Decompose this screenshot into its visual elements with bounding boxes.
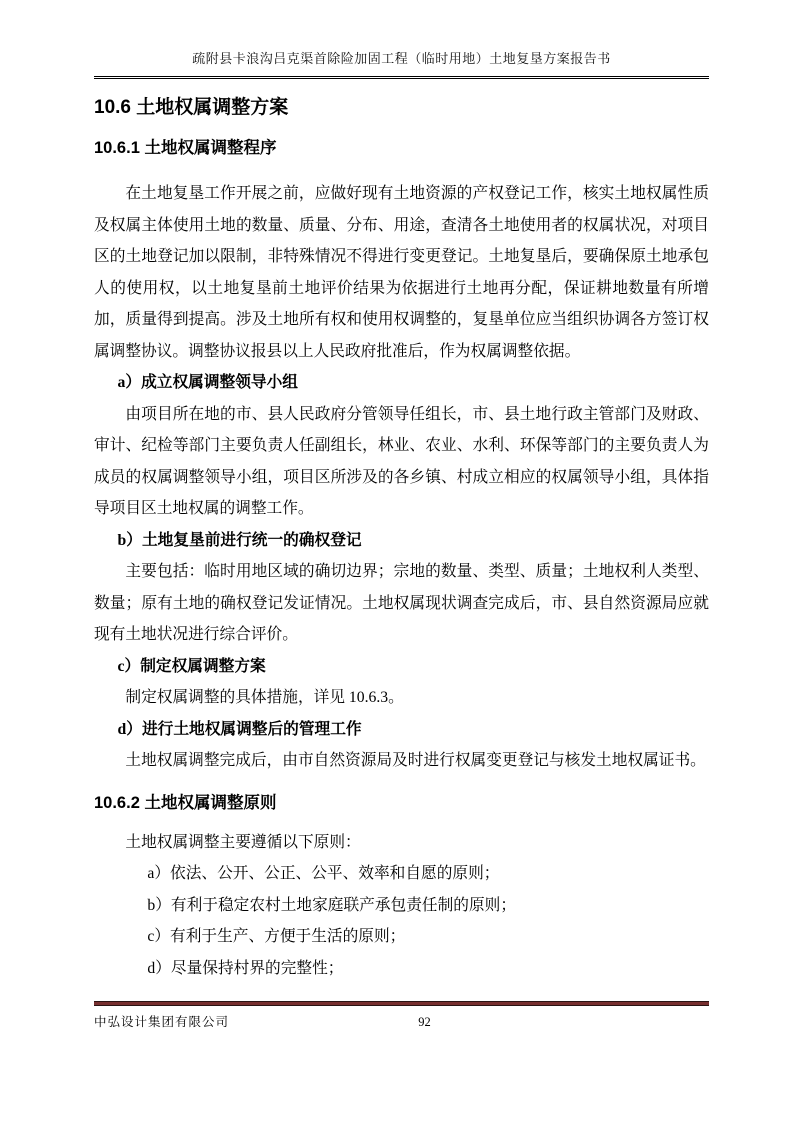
paragraph-intro-10-6-1: 在土地复垦工作开展之前，应做好现有土地资源的产权登记工作，核实土地权属性质及权属主体使用土地的数量、质量、分布、用途，查清各土地使用者的权属状况，对项目区的土地登记加以限制，非特殊情况不得进行变更登记。土地复垦后，要确保原土地承包人的使用权，以土地复垦前土地评价结果为依据进行土地再分配，保证耕地数量有所增加，质量得到提高。涉及土地所有权和使用权调整的，复垦单位应当组织协调各方签订权属调整协议。调整协议报县以上人民政府批准后，作为权属调整依据。 <box>94 185 709 360</box>
footer-company-name: 中弘设计集团有限公司 <box>94 1015 230 1029</box>
item-heading-c: c）制定权属调整方案 <box>117 657 266 675</box>
header-title: 疏附县卡浪沟吕克渠首除险加固工程（临时用地）土地复垦方案报告书 <box>192 51 611 66</box>
document-body <box>94 86 709 984</box>
principle-item-d: d）尽量保持村界的完整性； <box>147 959 344 977</box>
subsection-heading-10-6-2: 10.6.2 土地权属调整原则 <box>94 793 277 812</box>
item-heading-b: b）土地复垦前进行统一的确权登记 <box>117 531 362 549</box>
principle-item-c: c）有利于生产、方便于生活的原则； <box>147 928 406 945</box>
page-footer <box>94 1012 709 1032</box>
item-paragraph-d: 土地权属调整完成后，由市自然资源局及时进行权属变更登记与核发土地权属证书。 <box>125 752 706 769</box>
item-heading-a: a）成立权属调整领导小组 <box>117 374 298 391</box>
page-header <box>94 49 709 79</box>
section-heading-10-6: 10.6 土地权属调整方案 <box>94 97 289 118</box>
subsection-heading-10-6-1: 10.6.1 土地权属调整程序 <box>94 139 277 157</box>
item-paragraph-a: 由项目所在地的市、县人民政府分管领导任组长，市、县土地行政主管部门及财政、审计、纪检等部门主要负责人任副组长，林业、农业、水利、环保等部门的主要负责人为成员的权属调整领导小组，项目区所涉及的各乡镇、村成立相应的权属领导小组，具体指导项目区土地权属的调整工作。 <box>94 405 709 517</box>
item-heading-d: d）进行土地权属调整后的管理工作 <box>117 720 362 738</box>
item-paragraph-b: 主要包括：临时用地区域的确切边界；宗地的数量、类型、质量；土地权利人类型、数量；原有土地的确权登记发证情况。土地权属现状调查完成后，市、县自然资源局应就现有土地状况进行综合评价。 <box>94 563 709 643</box>
principle-item-a: a）依法、公开、公正、公平、效率和自愿的原则； <box>147 865 500 882</box>
paragraph-intro-10-6-2: 土地权属调整主要遵循以下原则： <box>125 833 361 851</box>
footer-rule <box>94 1001 709 1006</box>
item-paragraph-c: 制定权属调整的具体措施，详见 10.6.3。 <box>125 689 404 706</box>
principle-item-b: b）有利于稳定农村土地家庭联产承包责任制的原则； <box>147 896 517 914</box>
page-number: 92 <box>418 1015 431 1029</box>
